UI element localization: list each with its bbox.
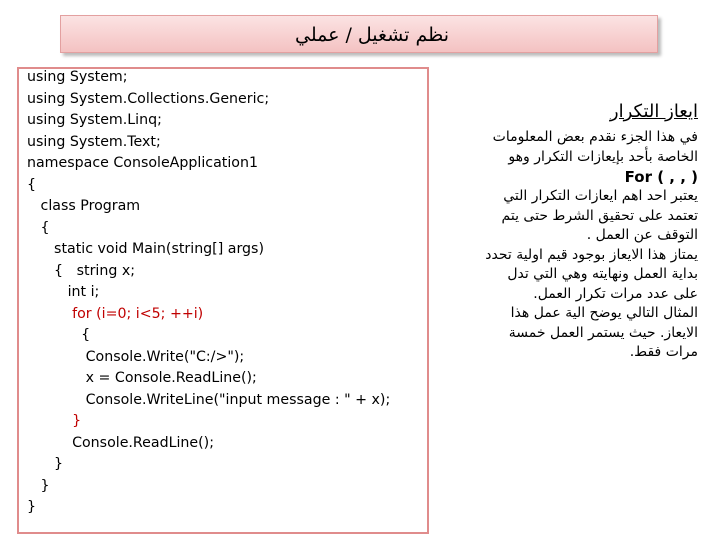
para-line: على عدد مرات تكرار العمل. — [533, 285, 698, 302]
code-line: using System; — [27, 69, 128, 85]
code-line: int i; — [27, 284, 100, 300]
para-line: يمتاز هذا الايعاز بوجود قيم اولية تحدد — [485, 246, 698, 263]
code-line: Console.WriteLine("input message : " + x); — [27, 391, 391, 408]
code-line: } — [27, 477, 50, 494]
code-line: } — [27, 499, 37, 515]
title-bar — [60, 15, 658, 53]
code-line: using System.Linq; — [27, 112, 162, 128]
code-line: x = Console.ReadLine(); — [27, 370, 257, 386]
para-line: تعتمد على تحقيق الشرط حتى يتم — [501, 207, 698, 224]
explanation-heading: ايعاز التكرار — [609, 101, 698, 122]
code-line: using System.Collections.Generic; — [27, 90, 270, 107]
code-box — [17, 67, 429, 534]
page-title: نظم تشغيل / عملي — [294, 24, 449, 46]
para-line: التوقف عن العمل . — [586, 227, 698, 243]
explanation-panel — [428, 100, 698, 363]
code-line: class Program — [27, 198, 141, 214]
code-line: { — [27, 176, 37, 193]
para-line: المثال التالي يوضح الية عمل هذا — [510, 305, 698, 321]
para-line: بداية العمل ونهايته وهي التي تدل — [507, 266, 698, 282]
code-line: { — [27, 219, 50, 236]
para-line: الخاصة بأحد بإيعازات التكرار وهو — [508, 148, 698, 165]
code-line: namespace ConsoleApplication1 — [27, 155, 258, 171]
para-line: الايعاز. حيث يستمر العمل خمسة — [508, 324, 698, 341]
for-syntax: For ( , , ) — [624, 168, 698, 186]
code-line-close-brace: } — [27, 413, 82, 429]
code-line: Console.ReadLine(); — [27, 434, 214, 451]
code-line: } — [27, 456, 64, 472]
code-line: { — [27, 327, 91, 343]
code-line: static void Main(string[] args) — [27, 241, 264, 257]
code-line-for-loop: for (i=0; i<5; ++i) — [27, 305, 204, 322]
para-line: في هذا الجزء نقدم بعض المعلومات — [492, 129, 698, 145]
code-line: { string x; — [27, 262, 136, 279]
para-line: مرات فقط. — [629, 344, 698, 360]
code-line: using System.Text; — [27, 133, 161, 150]
code-line: Console.Write("C:/>"); — [27, 348, 245, 365]
para-line: يعتبر احد اهم ايعازات التكرار التي — [503, 188, 698, 204]
